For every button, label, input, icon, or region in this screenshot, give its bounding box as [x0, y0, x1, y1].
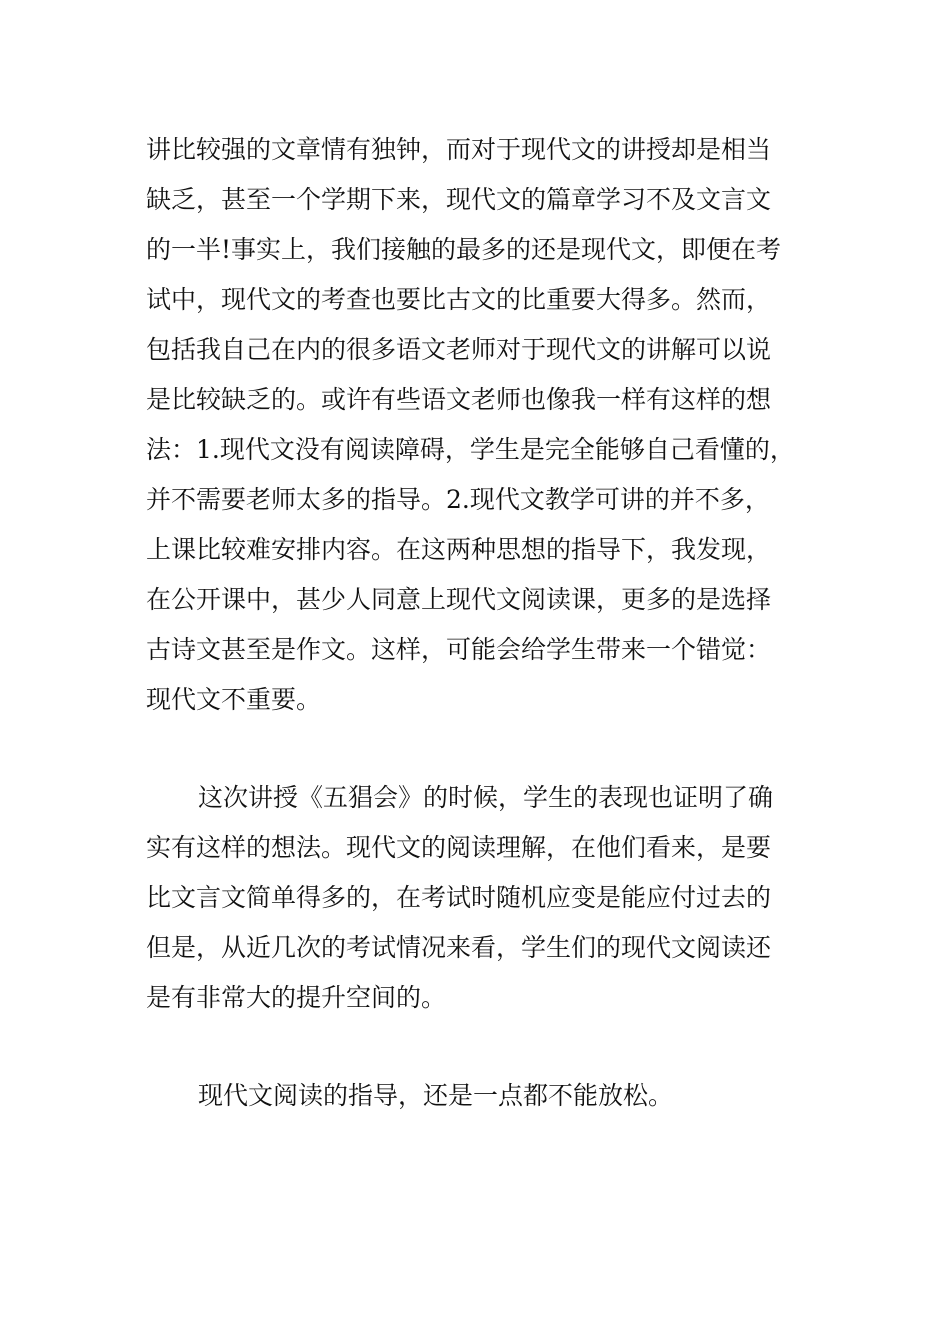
- paragraph-line: 并不需要老师太多的指导。2.现代文教学可讲的并不多，: [146, 485, 770, 514]
- paragraph-line: 实有这样的想法。现代文的阅读理解，在他们看来，是要: [146, 833, 772, 862]
- paragraph-line: 试中，现代文的考查也要比古文的比重要大得多。然而，: [146, 285, 772, 314]
- paragraph-line: 上课比较难安排内容。在这两种思想的指导下，我发现，: [146, 535, 772, 564]
- paragraph-line: 在公开课中，甚少人同意上现代文阅读课，更多的是选择: [146, 585, 772, 614]
- paragraph-line: 现代文阅读的指导，还是一点都不能放松。: [198, 1081, 674, 1110]
- paragraph-line: 现代文不重要。: [146, 685, 322, 714]
- paragraph-line: 的一半!事实上，我们接触的最多的还是现代文，即便在考: [146, 235, 782, 264]
- paragraph-line: 是有非常大的提升空间的。: [146, 983, 447, 1012]
- paragraph-line: 缺乏，甚至一个学期下来，现代文的篇章学习不及文言文: [146, 185, 772, 214]
- paragraph-1: [146, 125, 836, 725]
- paragraph-line: 是比较缺乏的。或许有些语文老师也像我一样有这样的想: [146, 385, 772, 414]
- paragraph-2: [146, 773, 836, 1023]
- paragraph-3: [146, 1071, 836, 1121]
- paragraph-line: 比文言文简单得多的，在考试时随机应变是能应付过去的: [146, 883, 772, 912]
- paragraph-line: 讲比较强的文章情有独钟，而对于现代文的讲授却是相当: [146, 135, 772, 164]
- paragraph-line: 包括我自己在内的很多语文老师对于现代文的讲解可以说: [146, 335, 772, 364]
- paragraph-line: 但是，从近几次的考试情况来看，学生们的现代文阅读还: [146, 933, 772, 962]
- paragraph-line: 法：1.现代文没有阅读障碍，学生是完全能够自己看懂的，: [146, 435, 795, 464]
- paragraph-line: 这次讲授《五猖会》的时候，学生的表现也证明了确: [198, 783, 774, 812]
- paragraph-line: 古诗文甚至是作文。这样，可能会给学生带来一个错觉：: [146, 635, 772, 664]
